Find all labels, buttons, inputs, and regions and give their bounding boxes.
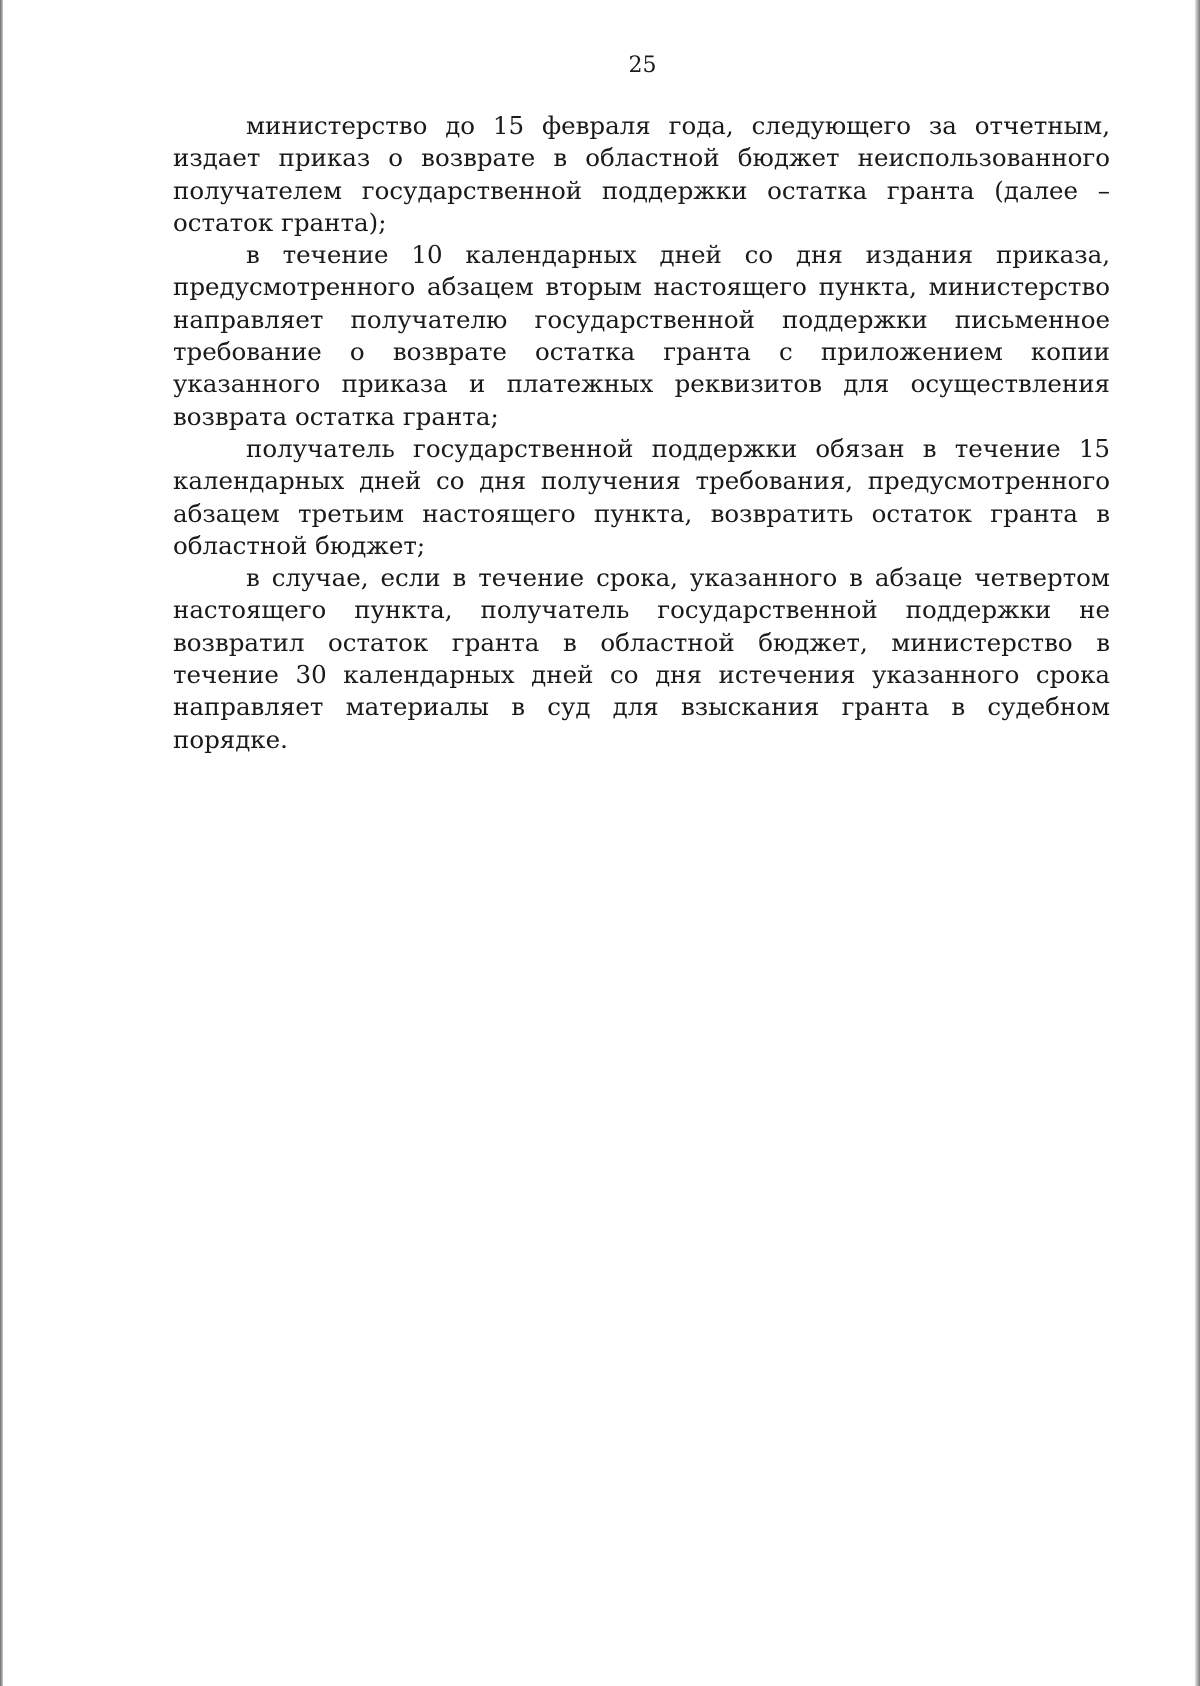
scan-edge-left [0, 0, 3, 1686]
paragraph-2: в течение 10 календарных дней со дня издания приказа, предусмотренного абзацем вторым настоящего пункта, министерство направляет получателю государственной поддержки письменное требование о возврате остатка гранта с приложением копии указанного приказа и платежных реквизитов для осуществления возврата остатка гранта; [173, 240, 1110, 431]
body-text [173, 110, 1110, 756]
scan-edge-right [1195, 0, 1200, 1686]
paragraph-1: министерство до 15 февраля года, следующего за отчетным, издает приказ о возврате в областной бюджет неиспользованного получателем государственной поддержки остатка гранта (далее – остаток гранта); [173, 111, 1110, 237]
paragraph-4: в случае, если в течение срока, указанного в абзаце четвертом настоящего пункта, получатель государственной поддержки не возвратил остаток гранта в областной бюджет, министерство в течение 30 календарных дней со дня истечения указанного срока направляет материалы в суд для взыскания гранта в судебном порядке. [173, 563, 1110, 754]
page-number: 25 [628, 53, 657, 78]
paragraph-3: получатель государственной поддержки обязан в течение 15 календарных дней со дня получения требования, предусмотренного абзацем третьим настоящего пункта, возвратить остаток гранта в областной бюджет; [173, 433, 1110, 560]
